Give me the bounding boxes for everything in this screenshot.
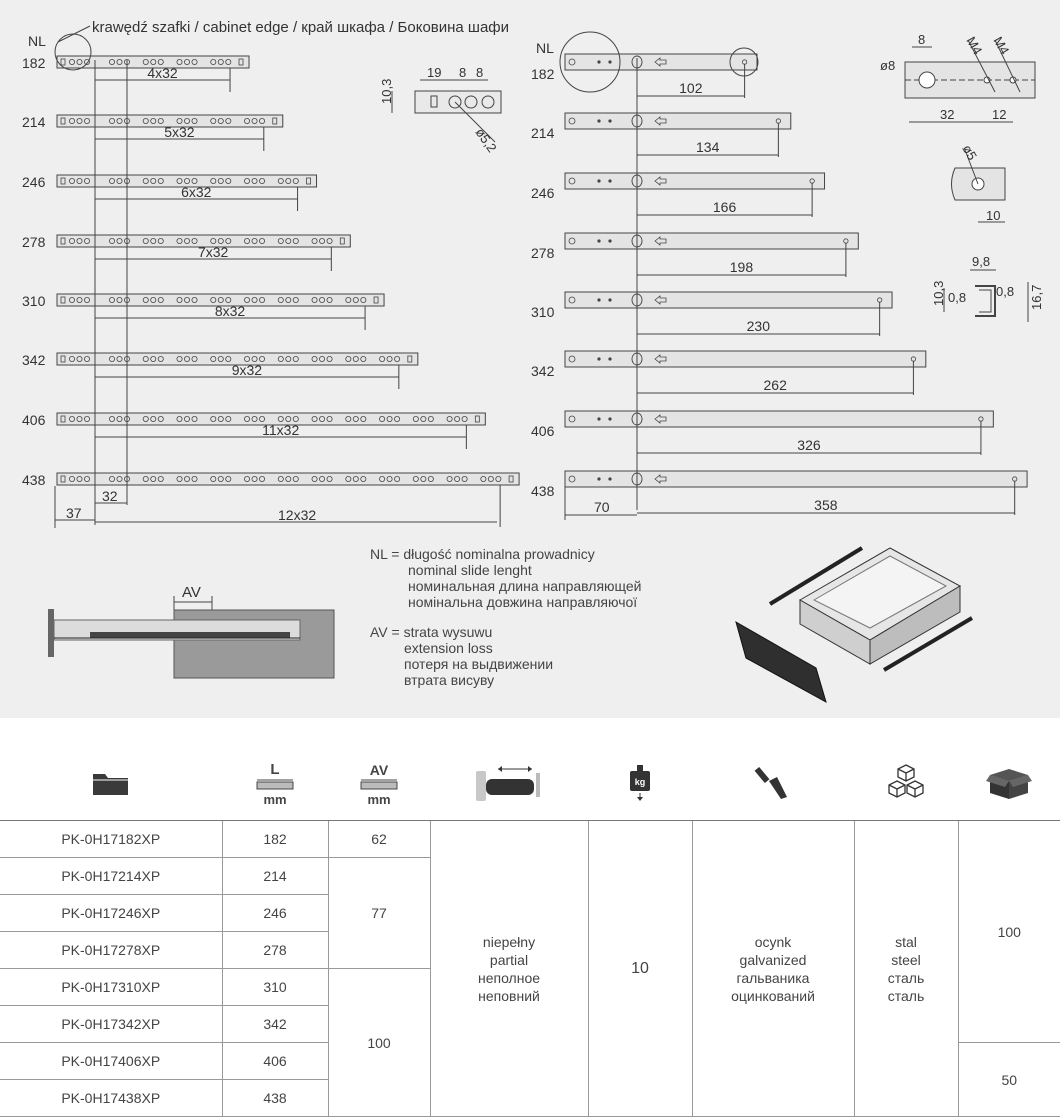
right-rail-row [531,173,825,217]
svg-text:12: 12 [992,107,1007,122]
product-code: PK-0H17214XP [0,858,222,895]
header-load [588,748,692,821]
material-cell: stal steel сталь сталь [854,821,958,1117]
svg-text:ø8: ø8 [880,58,896,73]
hole-detail-left [379,65,501,155]
header-material [854,748,958,821]
table-header-row [0,748,1060,821]
right-dim-label: 326 [797,437,821,453]
right-rail-row [531,411,993,455]
length-cell: 214 [222,858,328,895]
left-span-label: 9x32 [231,362,263,378]
legend-av [370,624,553,688]
left-rail-row [22,114,283,151]
left-nl-value: 246 [22,174,46,190]
left-nl-value: 438 [22,472,46,488]
right-rail [565,173,825,189]
right-rail [565,54,757,70]
right-rail-row [531,351,926,395]
right-nl-value: 182 [531,66,555,82]
table-row [0,821,1060,858]
header-package [958,748,1060,821]
legend-nl [370,546,642,610]
right-nl-label: NL [536,40,554,56]
svg-text:8: 8 [476,65,484,80]
svg-text:8: 8 [459,65,467,80]
header-extension [430,748,588,821]
length-cell: 182 [222,821,328,858]
right-rail [565,351,926,367]
av-header-unit: mm [367,791,391,807]
dim-32: 32 [102,488,118,504]
right-dim-label: 134 [696,139,720,155]
right-dim-label: 102 [679,80,703,96]
left-span-label: 8x32 [214,303,246,319]
header-av [328,748,430,821]
svg-text:kg: kg [634,776,646,787]
right-nl-value: 246 [531,185,555,201]
left-span-label: 6x32 [181,184,212,200]
left-nl-value: 310 [22,293,46,309]
header-finish [692,748,854,821]
ruler-icon [359,777,399,791]
product-code: PK-0H17310XP [0,969,222,1006]
right-rail [565,411,993,427]
left-nl-value: 214 [22,114,46,130]
weight-icon [625,763,655,803]
header-code [0,748,222,821]
product-code: PK-0H17342XP [0,1006,222,1043]
left-nl-value: 278 [22,234,46,250]
left-rail-row [22,55,249,92]
svg-text:0,8: 0,8 [948,290,967,305]
av-cell: 100 [328,969,430,1117]
left-span-label: 4x32 [147,65,178,81]
legend-av-line: extension loss [404,640,493,656]
right-nl-value: 310 [531,304,555,320]
length-header-label: L [270,760,280,778]
product-code: PK-0H17182XP [0,821,222,858]
av-header-label: AV [369,761,389,778]
finish-cell: ocynk galvanized гальваника оцинкований [692,821,854,1117]
left-rail-row [22,352,418,389]
right-nl-value: 214 [531,125,555,141]
left-span-label: 7x32 [197,244,229,260]
load-cell: 10 [588,821,692,1117]
length-cell: 246 [222,895,328,932]
length-cell: 278 [222,932,328,969]
legend-nl-line: nominal slide lenght [408,562,532,578]
right-rail-row [531,292,892,336]
cubes-icon [885,763,927,803]
mounting-detail-top [880,32,1035,122]
box-icon [986,765,1032,801]
right-rail [565,292,892,308]
dim-70: 70 [594,499,610,515]
drawer-sketch [736,548,972,702]
rail-profile-detail [931,254,1044,322]
left-nl-value: 342 [22,352,46,368]
svg-text:19: 19 [427,65,442,80]
left-nl-label: NL [28,33,46,49]
right-dim-label: 262 [763,377,787,393]
av-cell: 77 [328,858,430,969]
brush-icon [753,763,793,803]
svg-text:10,3: 10,3 [931,280,946,306]
right-dim-label: 198 [729,259,754,275]
left-rail-row [22,472,519,527]
cabinet-edge-label: krawędź szafki / cabinet edge / край шкафа / Боковина шафи [92,19,510,36]
left-rail-row [22,234,350,271]
right-dim-label: 358 [814,497,838,513]
extension-loss-sketch [48,584,334,678]
right-rail-set [531,54,1027,515]
right-rail-row [531,54,757,98]
dim-12x32: 12x32 [278,507,317,523]
right-nl-value: 406 [531,423,555,439]
spec-table [0,748,1060,1117]
mounting-detail-mid [952,142,1006,223]
ruler-icon [255,777,295,791]
left-nl-value: 406 [22,412,46,428]
dim-37: 37 [66,505,82,521]
legend-nl-line: NL = długość nominalna prowadnicy [370,546,595,562]
left-span-label: 11x32 [262,422,300,438]
right-dim-label: 166 [712,199,737,215]
product-code: PK-0H17246XP [0,895,222,932]
svg-text:M4: M4 [963,34,986,58]
legend-nl-line: номінальна довжина направляючої [408,594,638,610]
left-span-label: 5x32 [164,124,195,140]
right-rail-row [531,233,858,277]
svg-text:8: 8 [918,32,926,47]
right-nl-value: 342 [531,363,555,379]
right-nl-value: 438 [531,483,555,499]
legend-av-line: втрата висуву [404,672,495,688]
length-cell: 342 [222,1006,328,1043]
svg-text:0,8: 0,8 [996,284,1015,299]
right-rail-row [531,113,791,157]
right-nl-value: 278 [531,245,555,261]
svg-text:AV: AV [182,584,201,601]
svg-text:16,7: 16,7 [1029,284,1044,310]
left-rail-row [22,293,384,330]
svg-text:32: 32 [940,107,955,122]
legend-av-line: AV = strata wysuwu [370,624,493,640]
header-length [222,748,328,821]
svg-text:ø5,2: ø5,2 [472,125,500,156]
legend-nl-line: номинальная длина направляющей [408,578,642,594]
svg-text:10: 10 [986,208,1001,223]
svg-text:M4: M4 [990,34,1013,58]
av-cell: 62 [328,821,430,858]
left-rail-row [22,174,317,211]
left-nl-value: 182 [22,55,46,71]
svg-text:9,8: 9,8 [972,254,991,269]
right-dim-label: 230 [746,318,771,334]
package-cell: 50 [958,1043,1060,1117]
extension-icon [474,763,544,803]
product-code: PK-0H17406XP [0,1043,222,1080]
length-cell: 406 [222,1043,328,1080]
svg-text:10,3: 10,3 [379,78,394,104]
product-code: PK-0H17438XP [0,1080,222,1117]
left-rail-row [22,412,485,449]
extension-cell: niepełny partial неполное неповний [430,821,588,1117]
left-rail-set [22,55,519,527]
folder-icon [91,769,131,797]
length-header-unit: mm [263,791,287,807]
product-code: PK-0H17278XP [0,932,222,969]
left-rail [57,473,519,485]
svg-text:ø5: ø5 [959,142,980,163]
length-cell: 310 [222,969,328,1006]
legend-av-line: потеря на выдвижении [404,656,554,672]
length-cell: 438 [222,1080,328,1117]
package-cell: 100 [958,821,1060,1043]
